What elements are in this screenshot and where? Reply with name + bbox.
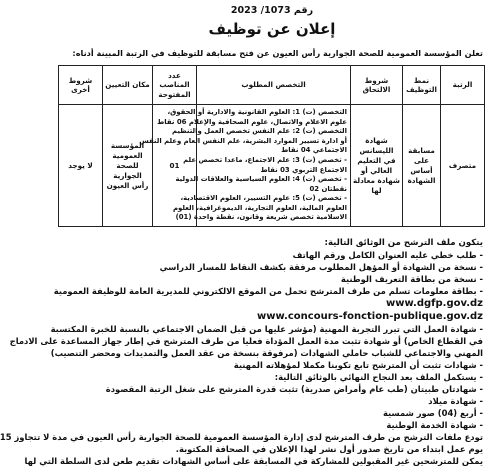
document-item: - شهادات تثبت أن المترشح تابع تكوينا مكملا لمؤهلاته المهنية	[233, 360, 483, 370]
specialty-line: العلوم المالية، العلوم التجارية، الديموغرافية، العلوم	[172, 203, 347, 212]
specialty-line: أو ادارة تسيير الموارد البشرية، علم النفس العام وعلم النفس	[139, 136, 347, 145]
document-item: - شهادة الخدمة الوطنية	[386, 420, 483, 430]
cell-mode: مسابقة على أساس الشهادة	[403, 105, 441, 227]
header-posts: عدد المناصب المفتوحة	[153, 66, 197, 105]
document-item: يوم عمل ابتداء من تاريخ صدور أول نشر لهذا الإعلان في الصحافة المكتوبة.	[175, 444, 483, 454]
document-item: المهني والاجتماعي للشباب حاملي الشهادات (مرفوقة بنسخة من عقد العمل والتمديدات ومحضر التنصيب)	[50, 348, 483, 358]
document-item: - شهادتان طبيتان (طب عام وأمراض صدرية) تثبت قدرة المترشح على شغل الرتبة المقصودة	[105, 384, 483, 394]
cell-other: لا يوجد	[59, 105, 103, 227]
header-place: مكان التعيين	[103, 66, 153, 105]
specialty-line: - تخصص (ت) 3: علم الاجتماع، ماعدا تخصص علم	[183, 155, 347, 164]
dgfp-website-link[interactable]: www.dgfp.gov.dz	[385, 298, 483, 309]
specialty-line: نقطتان 02	[309, 184, 347, 193]
cell-posts: 01	[153, 105, 197, 227]
header-conditions: شروط الالتحاق	[351, 66, 403, 105]
document-item: في القطاع الخاص) أو شهادة تثبت مدة العمل المؤداة فعليا من طرف المترشح في إطار جهاز المساعدة على الادماج	[9, 336, 483, 346]
header-specialty: التخصص المطلوب	[197, 66, 351, 105]
specialty-line: الاجتماعي 04 نقاط	[281, 146, 347, 155]
specialty-line: التخصص (ت) 1: العلوم القانونية والادارية أو الحقوق،	[167, 107, 347, 116]
positions-table	[58, 65, 485, 227]
document-item: يمكن للمترشحين غير المقبولين للمشاركة في المسابقة على أساس الشهادات تقديم طعن لدى السلطة التي لها	[24, 456, 483, 466]
cell-conditions: شهادة الليسانس في التعليم العالي أو شهادة معادلة لها	[351, 105, 403, 227]
cell-place: المؤسسة العمومية للصحة الجوارية رأس العيون	[103, 105, 153, 227]
document-item: - شهادة ميلاد	[428, 396, 483, 406]
document-item: - نسخة من بطاقة التعريف الوطنية	[340, 274, 483, 284]
concours-website-link[interactable]: www.concours-fonction-publique.gov.dz	[256, 311, 483, 322]
notice-title: إعلان عن توظيف	[208, 20, 336, 38]
specialty-line: - تخصص (ت) 4: العلوم السياسية والعلاقات الدولية	[175, 175, 347, 184]
document-item: - طلب خطي عليه العنوان الكامل ورقم الهاتف	[292, 250, 483, 260]
header-rank: الرتبة	[441, 66, 485, 105]
reference-number: رقم 1073/ 2023	[230, 5, 314, 16]
header-mode: نمط التوظيف	[403, 66, 441, 105]
notice-intro: تعلن المؤسسة العمومية للصحة الجوارية رأس العيون عن فتح مسابقة للتوظيف في الرتبة المبينة أدناه:	[72, 48, 483, 58]
specialty-line: التخصص (ت) 2: علم النفس تخصص العمل والتنظيم	[171, 127, 347, 136]
specialty-line: علوم الاعلام والاتصال، علوم الصحافية والإعلام 06 نقاط	[157, 117, 347, 126]
document-item: - بطاقة معلومات تسلم من طرف المترشح تحمل من الموقع الالكتروني للمديرية العامة للوظيفة العمومية	[53, 286, 483, 296]
table-row	[59, 105, 485, 227]
documents-heading: يتكون ملف الترشح من الوثائق التالية:	[324, 238, 483, 248]
specialty-line: - تخصص (ت) 5: علوم التسيير، العلوم الاقتصادية،	[180, 194, 347, 203]
documents-section	[0, 237, 485, 467]
document-item: - نسخة من الشهادة أو المؤهل المطلوب مرفقة بكشف النقاط للمسار الدراسي	[159, 262, 483, 272]
specialty-line: الاسلامية تخصص شريعة وقانون، نقطة واحدة (01)	[175, 213, 347, 222]
table-header-row	[59, 66, 485, 105]
document-item: - يستكمل الملف بعد النجاح النهائي بالوثائق التالية:	[274, 372, 483, 382]
document-item: - أربع (04) صور شمسية	[382, 408, 483, 418]
cell-specialty	[139, 105, 351, 227]
cell-rank: متصرف	[441, 105, 485, 227]
document-item: - شهادة العمل التي تبرر التجربة المهنية (مؤشر عليها من قبل الضمان الاجتماعي بالنسبة للخبرة المكتسبة	[50, 324, 483, 334]
header-other: شروط أخرى	[59, 66, 103, 105]
specialty-line: الاجتماع التربوي 03 نقاط	[260, 165, 347, 174]
document-item: تودع ملفات الترشح من طرف المترشح لدى إدارة المؤسسة العمومية للصحة الجوارية رأس العيون في مدة لا تتجاوز 15	[0, 432, 483, 442]
